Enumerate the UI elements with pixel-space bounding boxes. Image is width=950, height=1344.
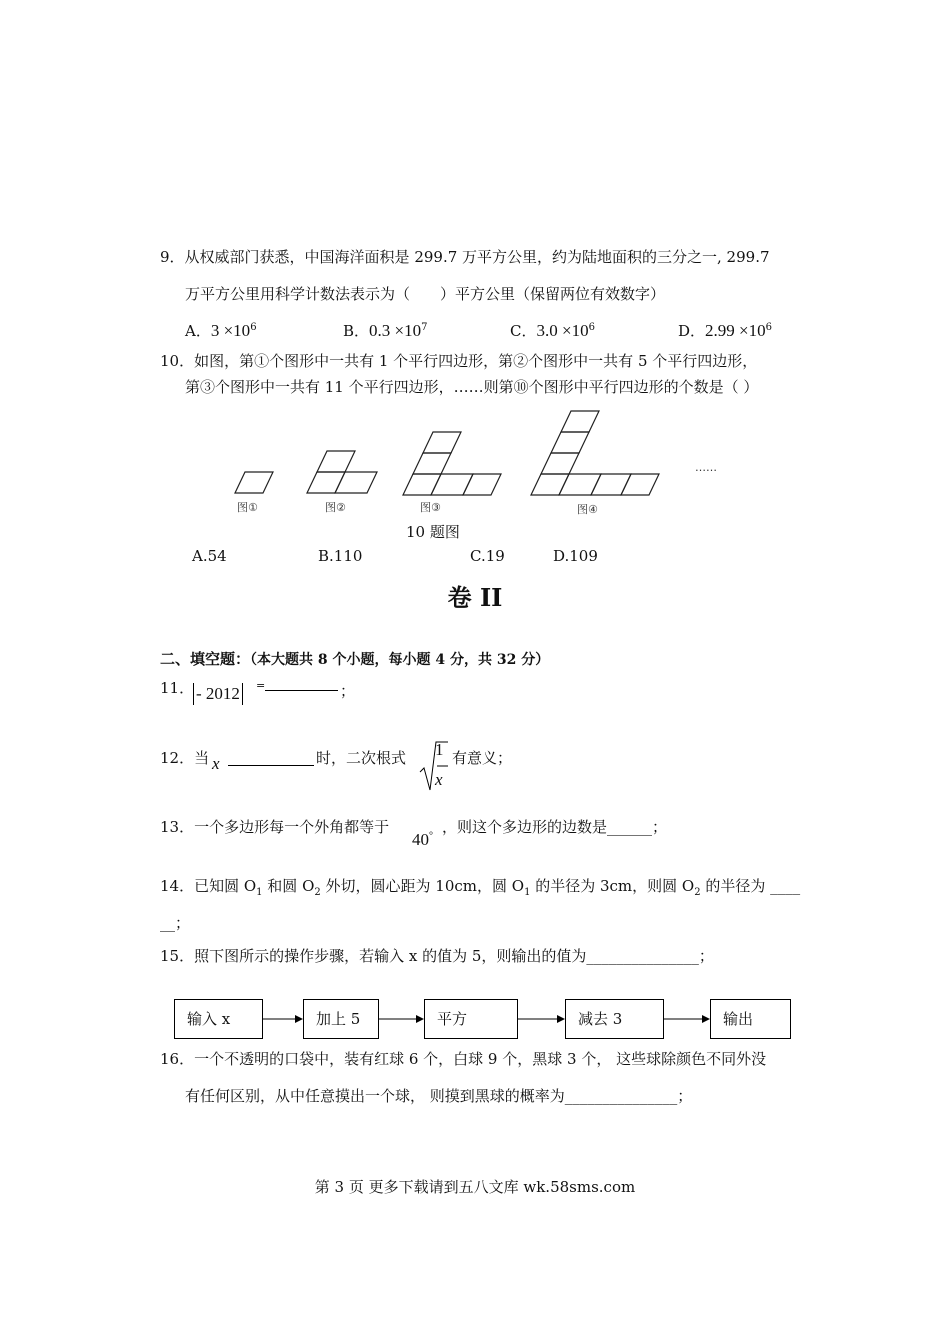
q12-denominator: x — [435, 770, 443, 789]
q16-line1: 16．一个不透明的口袋中，装有红球 6 个，白球 9 个，黑球 3 个， 这些球除颜色不同外没 — [160, 1050, 767, 1068]
q11-blank — [265, 690, 338, 691]
q10-option-c: C.19 — [470, 547, 505, 565]
page-footer: 第 3 页 更多下载请到五八文库 wk.58sms.com — [314, 1178, 636, 1196]
q12-text: 时，二次根式 — [316, 749, 407, 767]
section-title: 卷 II — [447, 583, 503, 612]
q13-angle: 40° — [412, 830, 433, 849]
q10-caption: 10 题图 — [406, 523, 460, 541]
q10-option-d: D.109 — [553, 547, 598, 565]
q11-equals: = — [256, 679, 266, 692]
fig1-parallelogram — [235, 472, 273, 493]
q14-line2: __； — [160, 914, 191, 932]
q12-tail: 有意义； — [452, 749, 513, 767]
section-heading: 二、填空题：（本大题共 8 个小题，每小题 4 分，共 32 分） — [160, 650, 550, 668]
q16-line2: 有任何区别，从中任意摸出一个球， 则摸到黑球的概率为_______________； — [185, 1087, 693, 1105]
q10-line2: 第③个图形中一共有 11 个平行四边形，……则第⑩个图形中平行四边形的个数是（ ） — [185, 378, 759, 396]
q9-option-a: A．$3 \times 10^6$ — [185, 321, 257, 340]
q11-number: 11． — [160, 679, 195, 697]
flow-add-box: 加上 5 — [303, 999, 379, 1039]
q9-line2: 万平方公里用科学计数法表示为（ ）平方公里（保留两位有效数字） — [185, 285, 666, 303]
q10-line1: 10．如图，第①个图形中一共有 1 个平行四边形，第②个图形中一共有 5 个平行四边形， — [160, 352, 758, 370]
flow-input-box: 输入 x — [174, 999, 263, 1039]
q10-option-b: B.110 — [318, 547, 363, 565]
q10-option-a: A.54 — [192, 547, 227, 565]
q12-variable: x — [212, 754, 220, 773]
fig-ellipsis: …… — [695, 461, 717, 474]
fig-label-3: 图③ — [420, 501, 441, 514]
q12-radical — [418, 740, 448, 792]
q12-blank — [228, 765, 314, 766]
q15-text: 15．照下图所示的操作步骤，若输入 x 的值为 5，则输出的值为_______________； — [160, 947, 714, 965]
flow-subtract-box: 减去 3 — [565, 999, 664, 1039]
q11-abs-expression: - 2012 — [193, 683, 243, 705]
q13-text: 13．一个多边形每一个外角都等于 — [160, 818, 390, 836]
q9-line1: 9．从权威部门获悉，中国海洋面积是 299.7 万平方公里，约为陆地面积的三分之一, 299.7 — [160, 248, 770, 266]
flow-arrows — [262, 1010, 712, 1030]
q12-number: 12．当 — [160, 749, 210, 767]
q14-line1: 14．已知圆 $O_1$ 和圆 $O_2$ 外切，圆心距为 10cm，圆 $O_1$ 的半径为 3cm，则圆 $O_2$ 的半径为 ____ — [160, 877, 801, 898]
q9-option-d: D．$2.99 \times 10^6$ — [678, 321, 772, 340]
flow-square-box: 平方 — [424, 999, 518, 1039]
q9-option-b: B．$0.3 \times 10^7$ — [343, 321, 428, 340]
q12-numerator: 1 — [435, 740, 444, 759]
q13-tail: ，则这个多边形的边数是______； — [442, 818, 668, 836]
fig-label-4: 图④ — [577, 503, 598, 516]
q11-tail: ； — [340, 682, 356, 700]
fig-label-2: 图② — [325, 501, 346, 514]
flow-output-box: 输出 — [710, 999, 791, 1039]
q10-figure — [225, 405, 725, 520]
fig-label-1: 图① — [237, 501, 258, 514]
q9-option-c: C．$3.0 \times 10^6$ — [510, 321, 595, 340]
